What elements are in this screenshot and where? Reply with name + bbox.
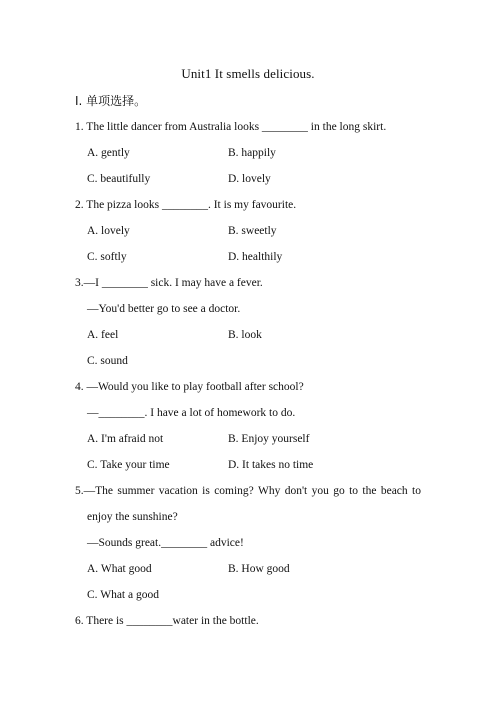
question-4-option-b: B. Enjoy yourself bbox=[228, 433, 310, 445]
question-1-option-b: B. happily bbox=[228, 147, 276, 159]
question-3-option-b: B. look bbox=[228, 329, 262, 341]
question-3-option-c: C. sound bbox=[87, 355, 128, 367]
question-6-stem: 6. There is ________water in the bottle. bbox=[75, 615, 259, 627]
question-2-option-d: D. healthily bbox=[228, 251, 283, 263]
question-3-option-a: A. feel bbox=[87, 329, 119, 341]
question-5-option-b: B. How good bbox=[228, 563, 290, 575]
question-5-stem: 5.—The summer vacation is coming? Why don't you go to the beach to bbox=[75, 485, 421, 497]
question-5-option-a: A. What good bbox=[87, 563, 152, 575]
question-4-option-d: D. It takes no time bbox=[228, 459, 314, 471]
question-1-option-a: A. gently bbox=[87, 147, 130, 159]
question-3-stem: 3.—I ________ sick. I may have a fever. bbox=[75, 277, 263, 289]
question-2-option-c: C. softly bbox=[87, 251, 127, 263]
question-4-option-c: C. Take your time bbox=[87, 459, 170, 471]
question-1-option-d: D. lovely bbox=[228, 173, 271, 185]
question-3-reply: —You'd better go to see a doctor. bbox=[87, 303, 241, 315]
question-2-option-b: B. sweetly bbox=[228, 225, 277, 237]
question-4-reply: —________. I have a lot of homework to do. bbox=[87, 407, 296, 419]
question-5-stem-continued: enjoy the sunshine? bbox=[87, 511, 178, 523]
question-2-option-a: A. lovely bbox=[87, 225, 130, 237]
question-5-reply: —Sounds great.________ advice! bbox=[87, 537, 244, 549]
question-1-stem: 1. The little dancer from Australia looks ________ in the long skirt. bbox=[75, 121, 387, 133]
question-1-option-c: C. beautifully bbox=[87, 173, 151, 185]
section-heading: Ⅰ. 单项选择。 bbox=[75, 94, 147, 108]
page-title: Unit1 It smells delicious. bbox=[181, 66, 315, 81]
question-4-stem: 4. —Would you like to play football after school? bbox=[75, 381, 304, 393]
question-4-option-a: A. I'm afraid not bbox=[87, 433, 164, 445]
question-2-stem: 2. The pizza looks ________. It is my favourite. bbox=[75, 199, 297, 211]
question-5-option-c: C. What a good bbox=[87, 589, 159, 601]
